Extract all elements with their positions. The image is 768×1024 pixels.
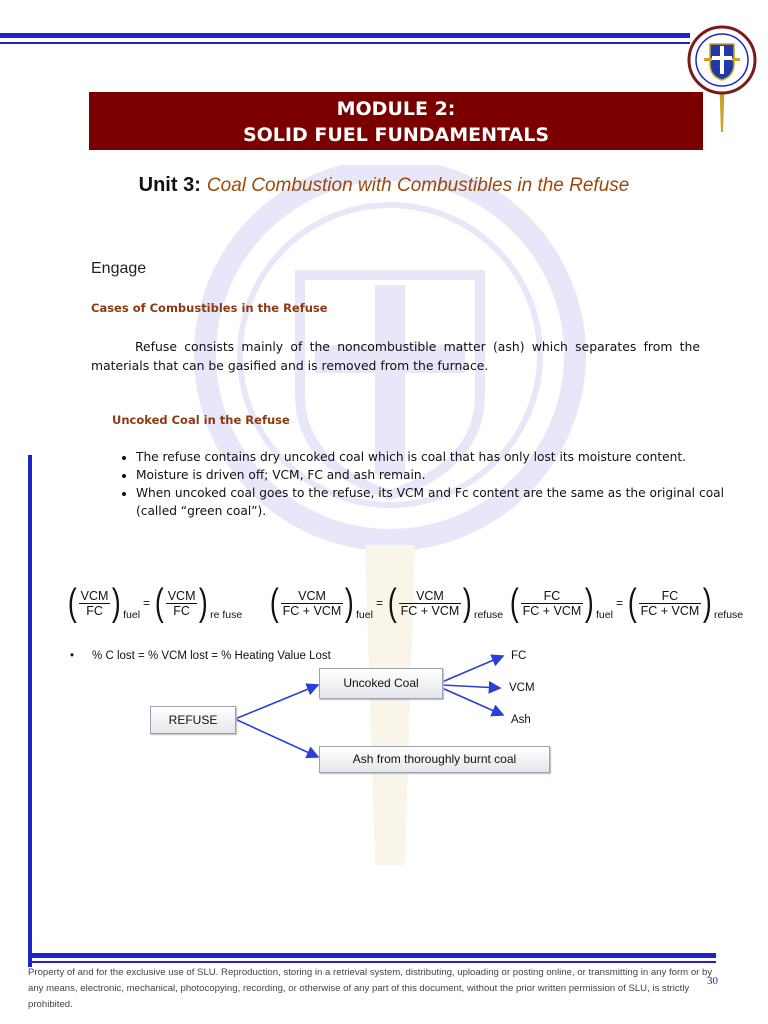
list-item: • Moisture is driven off; VCM, FC and ash remain.	[136, 466, 724, 484]
arrow-to-fc	[442, 656, 503, 682]
arrow-refuse-to-uncoked	[235, 685, 318, 719]
output-label-ash: Ash	[511, 714, 531, 726]
page-number: 30	[707, 975, 718, 987]
unit-name: Coal Combustion with Combustibles in the Refuse	[206, 175, 630, 196]
arrow-refuse-to-ash	[235, 719, 318, 757]
uncoked-coal-box: Uncoked Coal	[319, 668, 443, 699]
refuse-paragraph: Refuse consists mainly of the noncombustible matter (ash) which separates from the materials that can be gasified and is removed from the furnace.	[91, 339, 700, 373]
formula-vcm-fc: ( $\frac{\text{VCM}}{FC}$ ) fuel = ( $\frac{\text{VCM}}{FC}$ ) re fuse	[67, 582, 243, 624]
list-item: • When uncoked coal goes to the refuse, its VCM and Fc content are the same as the original coal (called “green coal”).	[136, 484, 724, 520]
engage-heading: Engage	[91, 260, 147, 277]
arrow-to-ash	[442, 688, 503, 715]
bottom-rule-thin	[28, 961, 716, 963]
ash-burnt-coal-box: Ash from thoroughly burnt coal	[319, 746, 550, 773]
arrow-to-vcm	[442, 685, 500, 688]
formula-fc-fc-vcm: ( $\frac{FC}{\text{FC + VCM}}$ ) fuel = ( $\frac{FC}{\text{FC + VCM}}$ ) refuse	[509, 582, 744, 624]
module-number: MODULE 2:	[336, 98, 456, 120]
left-vertical-rule	[28, 455, 32, 967]
list-item: • The refuse contains dry uncoked coal which is coal that has only lost its moisture content.	[136, 448, 724, 466]
bottom-rule-thick	[28, 953, 716, 958]
section-heading-uncoked: Uncoked Coal in the Refuse	[112, 413, 290, 427]
output-label-fc: FC	[511, 650, 527, 662]
bullet-dot: •	[70, 650, 75, 662]
heating-value-line: • % C lost = % VCM lost = % Heating Value Lost	[70, 650, 331, 662]
output-label-vcm: VCM	[509, 682, 535, 694]
formula-vcm-fc-vcm: ( $\frac{\text{VCM}}{\text{FC + VCM}}$ ) fuel = ( $\frac{\text{VCM}}{\text{FC + VCM}}$ ) refuse	[269, 582, 504, 624]
module-title: SOLID FUEL FUNDAMENTALS	[242, 124, 550, 146]
copyright-notice: Property of and for the exclusive use of SLU. Reproduction, storing in a retrieval system, distributing, uploading or posting online, or transmitting in any form or by any means, electronic, mechanical, photocopying, recording, or otherwise of any part of this document, without the prior written permission of SLU, is strictly prohibited.	[28, 967, 713, 1010]
section-heading-cases: Cases of Combustibles in the Refuse	[91, 301, 328, 315]
refuse-box: REFUSE	[150, 706, 236, 734]
unit-label: Unit 3:	[138, 174, 201, 196]
